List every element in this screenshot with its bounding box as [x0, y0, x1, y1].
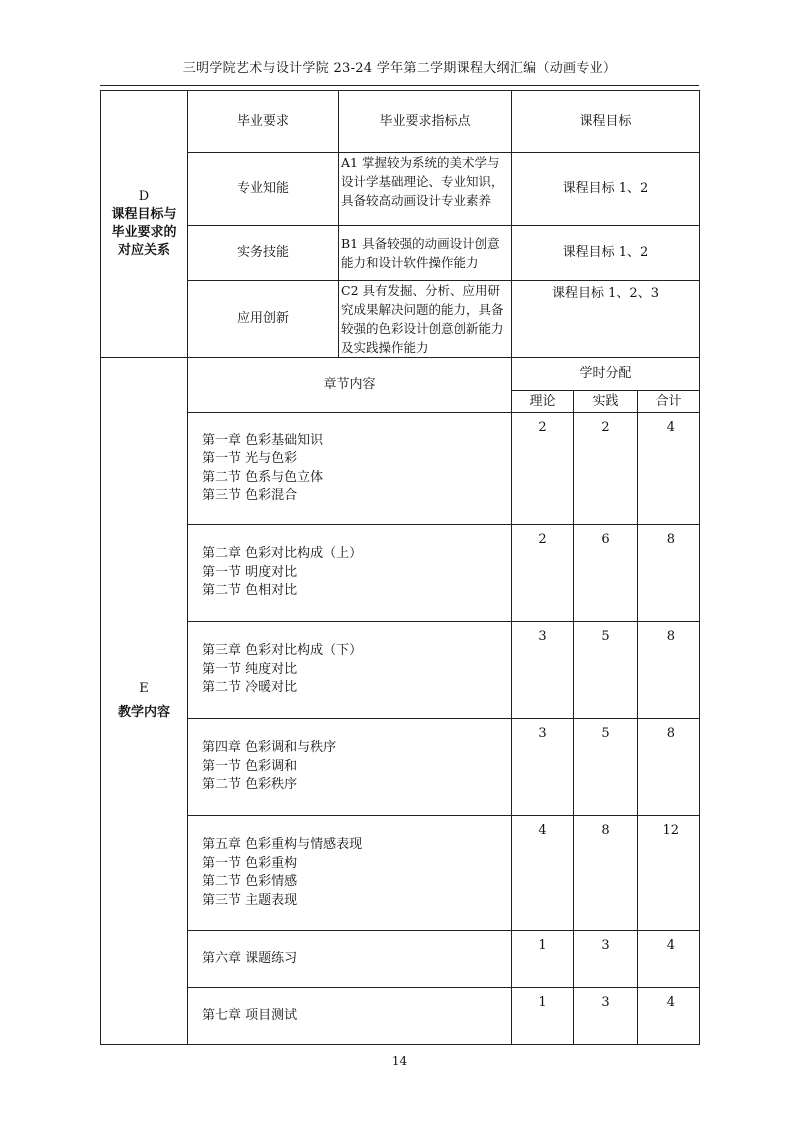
- practice-header: 实践: [574, 391, 638, 413]
- header-rule: [100, 85, 699, 86]
- chapter-line: 第一节 光与色彩: [202, 451, 298, 466]
- requirement-row: [101, 153, 700, 226]
- target-header: 课程目标: [512, 91, 700, 153]
- theory-hours: 1: [512, 988, 574, 1045]
- chapter-line: 第三章 色彩对比构成（下）: [202, 643, 363, 659]
- chapter-row: [101, 525, 700, 622]
- chapter-content: [188, 525, 512, 622]
- syllabus-table: [100, 90, 700, 1045]
- chapter-content: [188, 413, 512, 525]
- requirement-name: 应用创新: [188, 281, 339, 358]
- theory-hours: 4: [512, 816, 574, 931]
- chapter-line: 第一节 色彩调和: [202, 758, 298, 774]
- section-d-label: [101, 91, 188, 358]
- chapter-line: 第一节 明度对比: [202, 564, 298, 580]
- page-header: 三明学院艺术与设计学院 23-24 学年第二学期课程大纲汇编（动画专业）: [182, 61, 617, 76]
- chapter-content: [188, 988, 512, 1045]
- requirement-header: 毕业要求: [188, 91, 339, 153]
- chapter-line: 第三节 色彩混合: [202, 488, 298, 503]
- hours-header: 学时分配: [512, 358, 700, 391]
- section-d-title-line1: 课程目标与: [111, 207, 177, 222]
- practice-hours: 3: [574, 931, 638, 988]
- theory-hours: 3: [512, 622, 574, 719]
- theory-hours: 1: [512, 931, 574, 988]
- chapter-line: 第二章 色彩对比构成（上）: [202, 546, 363, 562]
- requirement-row: [101, 226, 700, 281]
- chapter-row: [101, 931, 700, 988]
- practice-hours: 5: [574, 622, 638, 719]
- page-number: 14: [391, 1054, 408, 1068]
- theory-header: 理论: [512, 391, 574, 413]
- chapter-row: [101, 622, 700, 719]
- requirement-indicator: A1 掌握较为系统的美术学与设计学基础理论、专业知识，具备较高动画设计专业素养: [339, 153, 512, 226]
- requirement-indicator: C2 具有发掘、分析、应用研究成果解决问题的能力，具备较强的色彩设计创意创新能力及实践操作能力: [339, 281, 512, 358]
- requirement-target: 课程目标 1、2、3: [512, 281, 700, 358]
- chapter-line: 第一节 纯度对比: [202, 661, 298, 677]
- section-d-title-line2: 毕业要求的: [111, 225, 177, 240]
- section-e-header-row: [101, 358, 700, 391]
- section-d-letter: D: [138, 189, 150, 204]
- chapter-line: 第二节 冷暖对比: [202, 680, 298, 696]
- total-hours: 4: [638, 413, 700, 525]
- total-hours: 12: [638, 816, 700, 931]
- practice-hours: 8: [574, 816, 638, 931]
- chapter-line: 第七章 项目测试: [202, 1007, 298, 1023]
- section-e-title: 教学内容: [117, 705, 170, 720]
- chapter-content: [188, 622, 512, 719]
- total-header: 合计: [638, 391, 700, 413]
- chapter-line: 第三节 主题表现: [202, 892, 298, 908]
- total-hours: 8: [638, 622, 700, 719]
- section-e-label: [101, 358, 188, 1045]
- requirement-target: 课程目标 1、2: [512, 153, 700, 226]
- chapter-line: 第六章 课题练习: [202, 950, 298, 966]
- chapter-line: 第一章 色彩基础知识: [202, 432, 324, 448]
- chapter-content: [188, 719, 512, 816]
- total-hours: 4: [638, 931, 700, 988]
- indicator-header: 毕业要求指标点: [339, 91, 512, 153]
- chapter-content: [188, 816, 512, 931]
- chapter-line: 第五章 色彩重构与情感表现: [202, 837, 363, 852]
- practice-hours: 6: [574, 525, 638, 622]
- requirement-target: 课程目标 1、2: [512, 226, 700, 281]
- chapter-row: [101, 719, 700, 816]
- practice-hours: 2: [574, 413, 638, 525]
- section-d-title-line3: 对应关系: [117, 243, 170, 258]
- theory-hours: 3: [512, 719, 574, 816]
- theory-hours: 2: [512, 413, 574, 525]
- chapter-content: [188, 931, 512, 988]
- requirement-name: 实务技能: [188, 226, 339, 281]
- chapter-line: 第二节 色系与色立体: [202, 469, 324, 485]
- content-header: 章节内容: [188, 358, 512, 413]
- chapter-line: 第一节 色彩重构: [202, 855, 298, 871]
- section-d-header-row: [101, 91, 700, 153]
- practice-hours: 5: [574, 719, 638, 816]
- requirement-name: 专业知能: [188, 153, 339, 226]
- total-hours: 4: [638, 988, 700, 1045]
- chapter-row: [101, 816, 700, 931]
- section-e-letter: E: [139, 681, 149, 696]
- chapter-line: 第二节 色相对比: [202, 583, 298, 599]
- chapter-line: 第二节 色彩情感: [202, 874, 298, 889]
- theory-hours: 2: [512, 525, 574, 622]
- chapter-row: [101, 988, 700, 1045]
- requirement-indicator: B1 具备较强的动画设计创意能力和设计软件操作能力: [339, 226, 512, 281]
- total-hours: 8: [638, 719, 700, 816]
- practice-hours: 3: [574, 988, 638, 1045]
- requirement-row: [101, 281, 700, 358]
- chapter-line: 第四章 色彩调和与秩序: [202, 740, 337, 756]
- chapter-line: 第二节 色彩秩序: [202, 777, 298, 793]
- chapter-row: [101, 413, 700, 525]
- total-hours: 8: [638, 525, 700, 622]
